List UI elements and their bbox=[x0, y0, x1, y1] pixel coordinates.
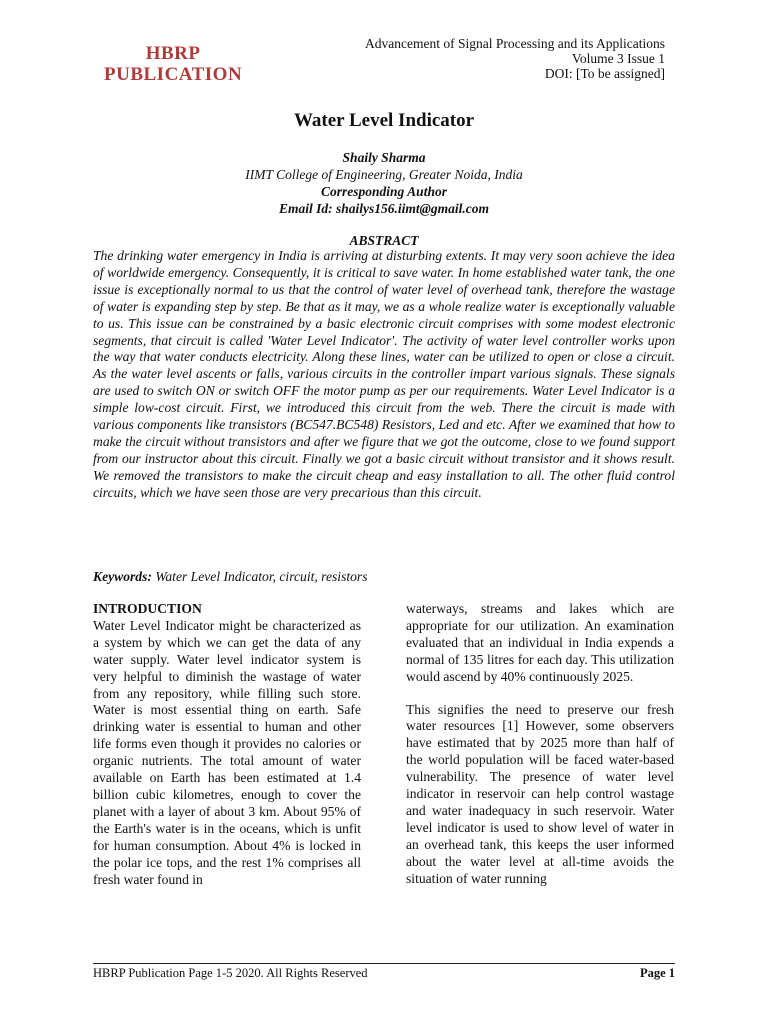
author-affiliation: IIMT College of Engineering, Greater Noida, India bbox=[245, 167, 523, 182]
paper-title: Water Level Indicator bbox=[293, 110, 475, 131]
right-paragraph-1: waterways, streams and lakes which are appropriate for our utilization. An examination evaluated that an individual in India expends a normal of 135 litres for each day. This utilization would ascend by 40% continuously 2025. bbox=[406, 601, 674, 684]
journal-doi: DOI: [To be assigned] bbox=[544, 66, 665, 81]
page-number: Page 1 bbox=[639, 966, 675, 980]
intro-paragraph-1: Water Level Indicator might be characterized as a system by which we can get the data of any water supply. Water level indicator system is very helpful to diminish the wastage of water from any repository, while filling such store. Water is most essential thing on earth. Safe drinking water is essential to human and other life forms even though it provides no calories or organic nutrients. The total amount of water available on Earth has been estimated at 1.4 billion cubic kilometres, enough to cover the planet with a layer of about 3 km. About 95% of the Earth's water is in the oceans, which is unfit for human consumption. About 4% is locked in the polar ice tops, and the rest 1% comprises all fresh water found in bbox=[93, 617, 361, 887]
left-column bbox=[93, 601, 361, 888]
journal-info bbox=[365, 36, 665, 81]
logo-line-1: HBRP bbox=[145, 43, 201, 64]
logo-line-2: PUBLICATION bbox=[104, 64, 243, 85]
publisher-logo bbox=[104, 43, 242, 85]
corresponding-author: Corresponding Author bbox=[321, 184, 447, 199]
author-email: Email Id: shailys156.iimt@gmail.com bbox=[279, 201, 489, 216]
keywords bbox=[93, 569, 368, 585]
author-name: Shaily Sharma bbox=[342, 150, 426, 165]
keywords-text: Water Level Indicator, circuit, resistors bbox=[155, 569, 368, 584]
section-heading-introduction: INTRODUCTION bbox=[93, 601, 202, 616]
right-paragraph-2: This signifies the need to preserve our fresh water resources [1] However, some observers have estimated that by 2025 more than half of the world population will be faced water-based vulnerability. The presence of water level indicator in reservoir can help control wastage and water inadequacy in such reservoir. Water level indicator is used to show level of water in an overhead tank, this keeps the user informed about the water level at all-time avoids the situation of water running bbox=[406, 701, 674, 886]
right-column bbox=[406, 601, 674, 888]
journal-name: Advancement of Signal Processing and its Applications bbox=[365, 36, 665, 51]
footer-copyright: HBRP Publication Page 1-5 2020. All Rights Reserved bbox=[93, 966, 368, 980]
author-block bbox=[0, 149, 768, 217]
footer-divider bbox=[93, 963, 675, 964]
keywords-label: Keywords: bbox=[93, 569, 152, 584]
abstract-text: The drinking water emergency in India is arriving at disturbing extents. It may very soon achieve the idea of worldwide emergency. Consequently, it is critical to save water. In home established water tank, the one issue is exceptionally normal to us that the control of water level of overhead tank, therefore the wastage of water is expanding step by step. Be that as it may, we as a whole realize water is exceptionally valuable to us. This issue can be constrained by a basic electronic circuit comprises with some modest electronic segments, that circuit is called 'Water Level Indicator'. The activity of water level controller works upon the way that water conducts electricity. Along these lines, water can be utilized to open or close a circuit. As the water level ascents or falls, various circuits in the controller impart various signals. These signals are used to switch ON or switch OFF the motor pump as per our requirements. Water Level Indicator is a simple low-cost circuit. First, we introduced this circuit from the web. There the circuit is made with various components like transistors (BC547.BC548) Resistors, Led and etc. After we examined that how to make the circuit without transistors and after we figure that we got the outcome, close to we found support from our instructor about this circuit. Finally we got a basic circuit without transistor and it shows result. We removed the transistors to make the circuit cheap and easy installation to all. The other fluid control circuits, which we have seen those are very precarious than this circuit. bbox=[93, 248, 675, 500]
abstract-heading: ABSTRACT bbox=[349, 233, 419, 248]
journal-volume: Volume 3 Issue 1 bbox=[571, 51, 665, 66]
